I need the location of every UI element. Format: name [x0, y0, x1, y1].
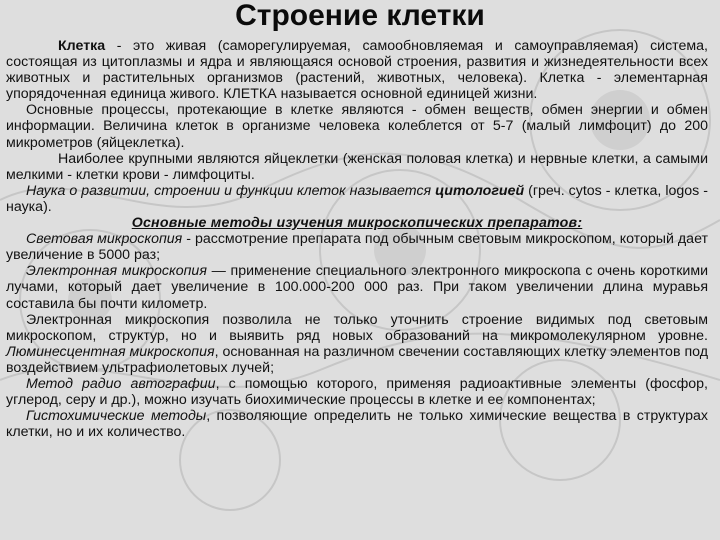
method-light-microscopy: Световая микроскопия - рассмотрение препарата под обычным световым микроскопом, который дает увеличение в 5000 раз; [6, 231, 708, 264]
method-luminescent-microscopy: Электронная микроскопия позволила не только уточнить строение видимых под световым микроскопом, структур, но и выявить ряд новых образований на микромолекулярном уровне. Люминесцентная микроскопия, основанная на различном свечении составляющих клетку элементов под воздействием ультрафиолетовых лучей; [6, 311, 708, 376]
paragraph-processes: Основные процессы, протекающие в клетке являются - обмен веществ, обмен энергии и обмен информации. Величина клеток в организме человека колеблется от 5-7 (малый лимфоцит) до 200 микрометров (яйцеклетка). [6, 102, 708, 151]
paragraph-largest-cells: Наиболее крупными являются яйцеклетки (женская половая клетка) и нервные клетки, а самыми мелкими - клетки крови - лимфоциты. [6, 150, 708, 183]
term-cytology: цитологией [435, 182, 525, 199]
method-electron-microscopy: Электронная микроскопия — применение специального электронного микроскопа с очень короткими лучами, который дает увеличение в 100.000-200 000 раз. При таком увеличении длина муравья составила бы почти километр. [6, 263, 708, 312]
slide-title: Строение клетки [235, 0, 485, 32]
methods-heading: Основные методы изучения микроскопических препаратов: [131, 215, 583, 232]
paragraph-cytology: Наука о развитии, строении и функции клеток называется цитологией (греч. cytos - клетка, logos - наука). [6, 182, 708, 215]
method-radioautography: Метод радио автографии, с помощью которого, применяя радиоактивные элементы (фосфор, углерод, серу и др.), можно изучать биохимические процессы в клетке и ее компонентах; [6, 375, 708, 409]
slide-body [6, 38, 708, 440]
method-histochemistry: Гистохимические методы, позволяющие определить не только химические вещества в структурах клетки, но и их количество. [6, 408, 708, 441]
term-cell: Клетка [58, 38, 106, 54]
paragraph-cell-definition: Клетка - это живая (саморегулируемая, самообновляемая и самоуправляемая) система, состоящая из цитоплазмы и ядра и являющаяся основой строения, развития и жизнедеятельности всех животных и растительных организмов (растений, животных, человека). Клетка - элементарная упорядоченная единица живого. КЛЕТКА называется основной единицей жизни. [6, 38, 708, 103]
